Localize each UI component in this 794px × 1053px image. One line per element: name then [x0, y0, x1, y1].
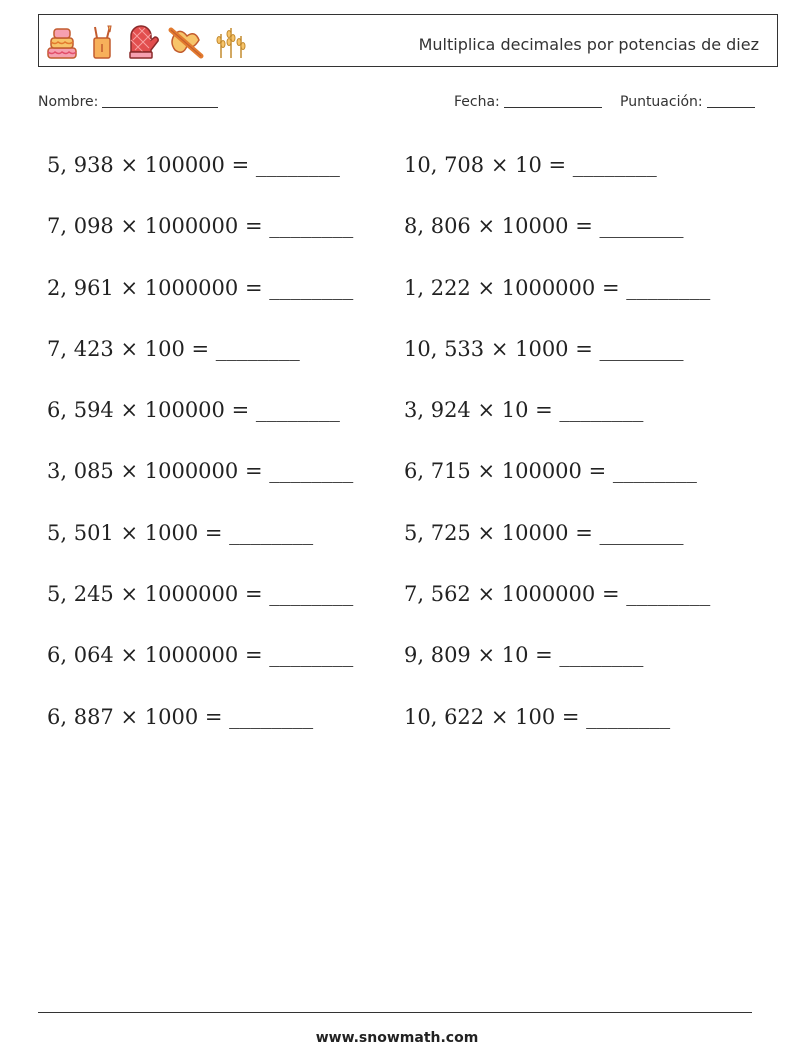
score-field — [620, 93, 755, 110]
date-blank[interactable] — [504, 93, 602, 108]
name-field — [38, 93, 218, 110]
worksheet-title: Multiplica decimales por potencias de diez — [418, 35, 759, 54]
rolling-pin-icon — [167, 24, 205, 60]
score-blank[interactable] — [707, 93, 755, 108]
header-icons — [45, 23, 255, 61]
problem: 5, 501 × 1000 = ________ — [47, 520, 314, 545]
problem: 6, 887 × 1000 = ________ — [47, 704, 314, 729]
problem: 5, 245 × 1000000 = ________ — [47, 582, 354, 607]
oven-mitt-icon — [125, 24, 161, 60]
problem: 7, 562 × 1000000 = ________ — [404, 582, 711, 607]
date-field — [454, 93, 602, 110]
problem: 1, 222 × 1000000 = ________ — [404, 275, 711, 300]
problem: 3, 924 × 10 = ________ — [404, 398, 644, 423]
problem: 2, 961 × 1000000 = ________ — [47, 275, 354, 300]
problem: 6, 715 × 100000 = ________ — [404, 459, 697, 484]
problem: 10, 533 × 1000 = ________ — [404, 336, 684, 361]
name-label: Nombre: — [38, 94, 99, 110]
problem: 6, 064 × 1000000 = ________ — [47, 643, 354, 668]
problem: 7, 423 × 100 = ________ — [47, 336, 300, 361]
problem: 3, 085 × 1000000 = ________ — [47, 459, 354, 484]
problem: 6, 594 × 100000 = ________ — [47, 398, 340, 423]
problem: 10, 708 × 10 = ________ — [404, 153, 657, 177]
footer-divider — [38, 1012, 752, 1013]
date-label: Fecha: — [454, 94, 500, 110]
worksheet-header — [38, 14, 778, 67]
problem: 9, 809 × 10 = ________ — [404, 643, 644, 668]
problem: 10, 622 × 100 = ________ — [404, 704, 671, 729]
wheat-icon — [211, 24, 249, 60]
problem-grid — [47, 144, 747, 757]
name-blank[interactable] — [102, 93, 218, 108]
utensil-jar-icon — [85, 24, 119, 60]
problem: 7, 098 × 1000000 = ________ — [47, 214, 354, 239]
score-label: Puntuación: — [620, 94, 703, 110]
problem: 8, 806 × 10000 = ________ — [404, 214, 684, 239]
problem: 5, 725 × 10000 = ________ — [404, 520, 684, 545]
footer-url: www.snowmath.com — [315, 1030, 479, 1046]
problem: 5, 938 × 100000 = ________ — [47, 153, 340, 177]
cake-icon — [45, 24, 79, 60]
